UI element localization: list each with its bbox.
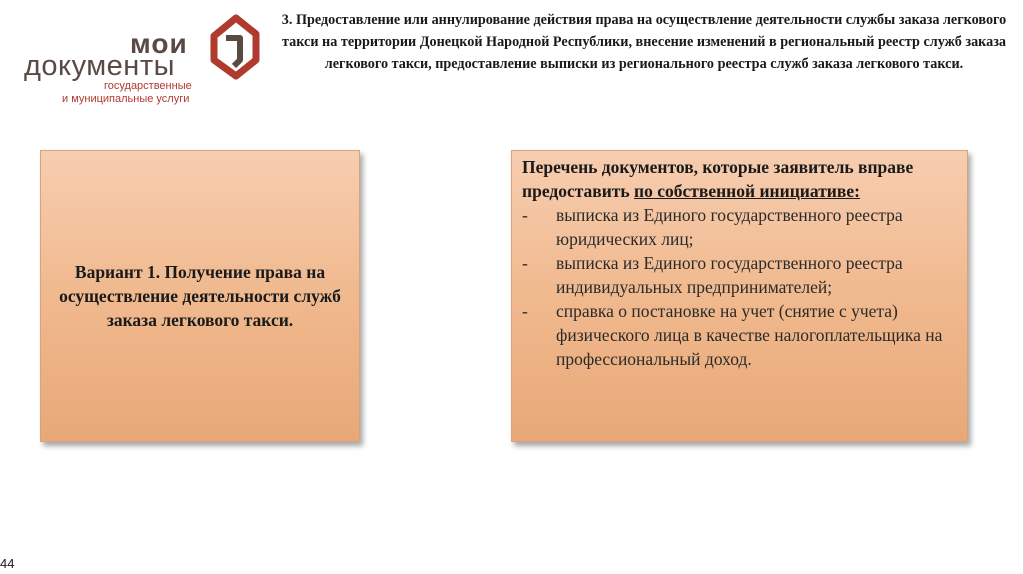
logo-line2: документы xyxy=(24,50,175,82)
list-item xyxy=(522,251,957,299)
list-item-text: выписка из Единого государственного реестра индивидуальных предпринимателей; xyxy=(556,253,903,297)
page-title: 3. Предоставление или аннулирование действия права на осуществление деятельности службы заказа легкового такси на территории Донецкой Народной Республики, внесение изменений в региональный реестр служб заказа легкового такси, предоставление выписки из регионального реестра служб заказа легкового такси. xyxy=(281,12,1007,72)
page-number: 44 xyxy=(0,556,15,571)
documents-list xyxy=(522,203,957,371)
documents-heading-underlined: по собственной инициативе: xyxy=(634,181,860,201)
documents-box xyxy=(511,150,968,442)
logo-subtitle-2: и муниципальные услуги xyxy=(62,93,190,105)
logo-mark-icon xyxy=(210,14,260,80)
documents-heading xyxy=(522,155,957,203)
logo xyxy=(18,12,268,110)
variant-text: Вариант 1. Получение права на осуществление деятельности служб заказа легкового такси. xyxy=(59,262,341,330)
list-dash: - xyxy=(522,301,528,321)
documents-heading-plain: Перечень документов, которые заявитель вправе предоставить xyxy=(522,157,914,201)
logo-subtitle-1: государственные xyxy=(104,80,192,92)
list-dash: - xyxy=(522,253,528,273)
list-item-text: выписка из Единого государственного реестра юридических лиц; xyxy=(556,205,903,249)
list-item xyxy=(522,203,957,251)
list-item xyxy=(522,299,957,371)
list-item-text: справка о постановке на учет (снятие с учета) физического лица в качестве налогоплательщика на профессиональный доход. xyxy=(556,301,943,369)
list-dash: - xyxy=(522,205,528,225)
variant-box xyxy=(40,150,360,442)
logo-line1: мои xyxy=(130,28,188,59)
